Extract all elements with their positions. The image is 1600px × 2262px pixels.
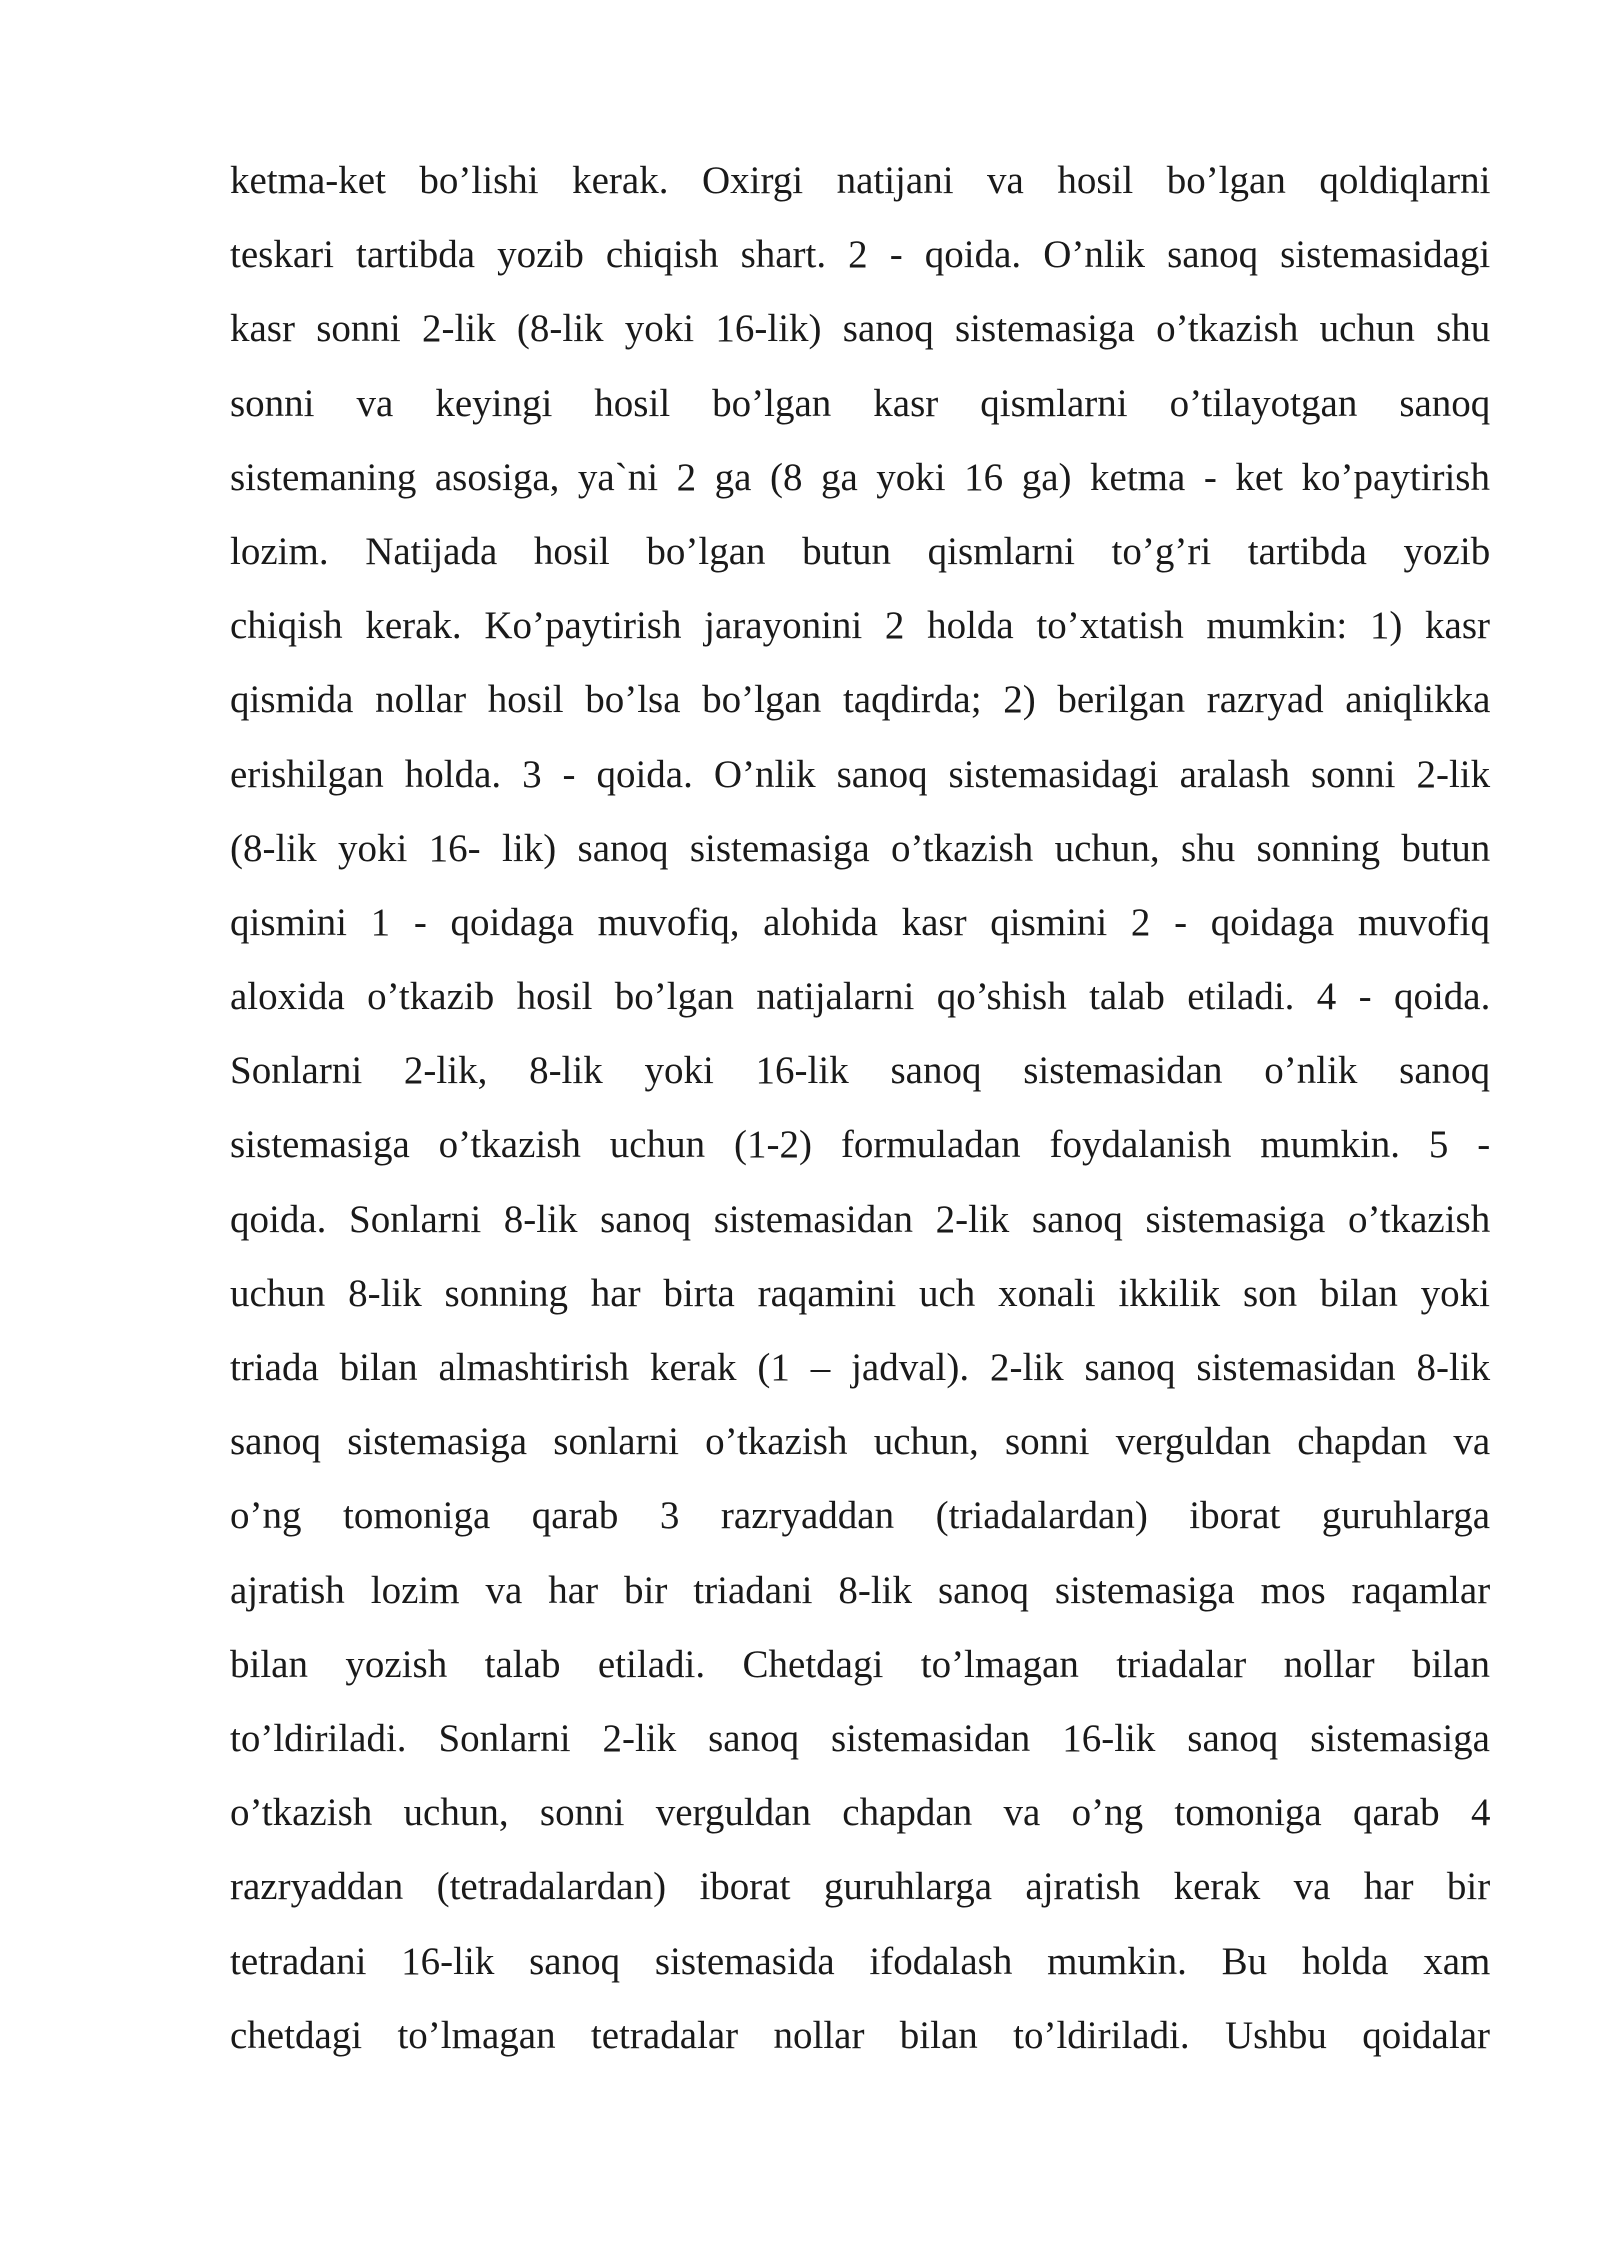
text-line: erishilgan holda. 3 - qoida. O’nlik sanoq sistemasidagi aralash sonni 2-lik xyxy=(230,752,1491,796)
text-line: o’tkazish uchun, sonni verguldan chapdan va o’ng tomoniga qarab 4 xyxy=(230,1791,1491,1835)
text-line: Sonlarni 2-lik, 8-lik yoki 16-lik sanoq sistemasidan o’nlik sanoq xyxy=(230,1049,1491,1093)
text-line: razryaddan (tetradalardan) iborat guruhlarga ajratish kerak va har bir xyxy=(230,1865,1491,1909)
text-line: lozim. Natijada hosil bo’lgan butun qismlarni to’g’ri tartibda yozib xyxy=(230,529,1491,573)
text-line: qismida nollar hosil bo’lsa bo’lgan taqdirda; 2) berilgan razryad aniqlikka xyxy=(230,678,1491,722)
text-line: bilan yozish talab etiladi. Chetdagi to’lmagan triadalar nollar bilan xyxy=(230,1642,1490,1686)
text-line: sistemasiga o’tkazish uchun (1-2) formuladan foydalanish mumkin. 5 - xyxy=(230,1123,1491,1167)
text-line: sonni va keyingi hosil bo’lgan kasr qismlarni o’tilayotgan sanoq xyxy=(230,381,1491,425)
text-line: kasr sonni 2-lik (8-lik yoki 16-lik) sanoq sistemasiga o’tkazish uchun shu xyxy=(230,307,1491,351)
text-line: chiqish kerak. Ko’paytirish jarayonini 2 holda to’xtatish mumkin: 1) kasr xyxy=(230,604,1490,648)
text-line: qoida. Sonlarni 8-lik sanoq sistemasidan 2-lik sanoq sistemasiga o’tkazish xyxy=(230,1197,1491,1241)
text-line: uchun 8-lik sonning har birta raqamini uch xonali ikkilik son bilan yoki xyxy=(230,1271,1490,1315)
text-line: to’ldiriladi. Sonlarni 2-lik sanoq sistemasidan 16-lik sanoq sistemasiga xyxy=(230,1716,1490,1760)
text-line: chetdagi to’lmagan tetradalar nollar bilan to’ldiriladi. Ushbu qoidalar xyxy=(230,2013,1490,2057)
text-line: aloxida o’tkazib hosil bo’lgan natijalarni qo’shish talab etiladi. 4 - qoida. xyxy=(230,975,1491,1019)
text-line: triada bilan almashtirish kerak (1 – jadval). 2-lik sanoq sistemasidan 8-lik xyxy=(230,1346,1491,1389)
text-line: teskari tartibda yozib chiqish shart. 2 - qoida. O’nlik sanoq sistemasidagi xyxy=(230,233,1491,277)
text-line: sistemaning asosiga, ya`ni 2 ga (8 ga yoki 16 ga) ketma - ket ko’paytirish xyxy=(230,455,1490,499)
text-line: o’ng tomoniga qarab 3 razryaddan (triadalardan) iborat guruhlarga xyxy=(230,1494,1490,1538)
text-line: ajratish lozim va har bir triadani 8-lik sanoq sistemasiga mos raqamlar xyxy=(230,1568,1491,1612)
text-line: sanoq sistemasiga sonlarni o’tkazish uchun, sonni verguldan chapdan va xyxy=(230,1420,1491,1464)
text-line: qismini 1 - qoidaga muvofiq, alohida kasr qismini 2 - qoidaga muvofiq xyxy=(230,900,1491,944)
text-line: ketma-ket bo’lishi kerak. Oxirgi natijani va hosil bo’lgan qoldiqlarni xyxy=(230,159,1491,202)
text-line: (8-lik yoki 16- lik) sanoq sistemasiga o’tkazish uchun, shu sonning butun xyxy=(230,826,1491,870)
text-line: tetradani 16-lik sanoq sistemasida ifodalash mumkin. Bu holda xam xyxy=(230,1939,1491,1983)
body-paragraph xyxy=(230,150,1490,2079)
